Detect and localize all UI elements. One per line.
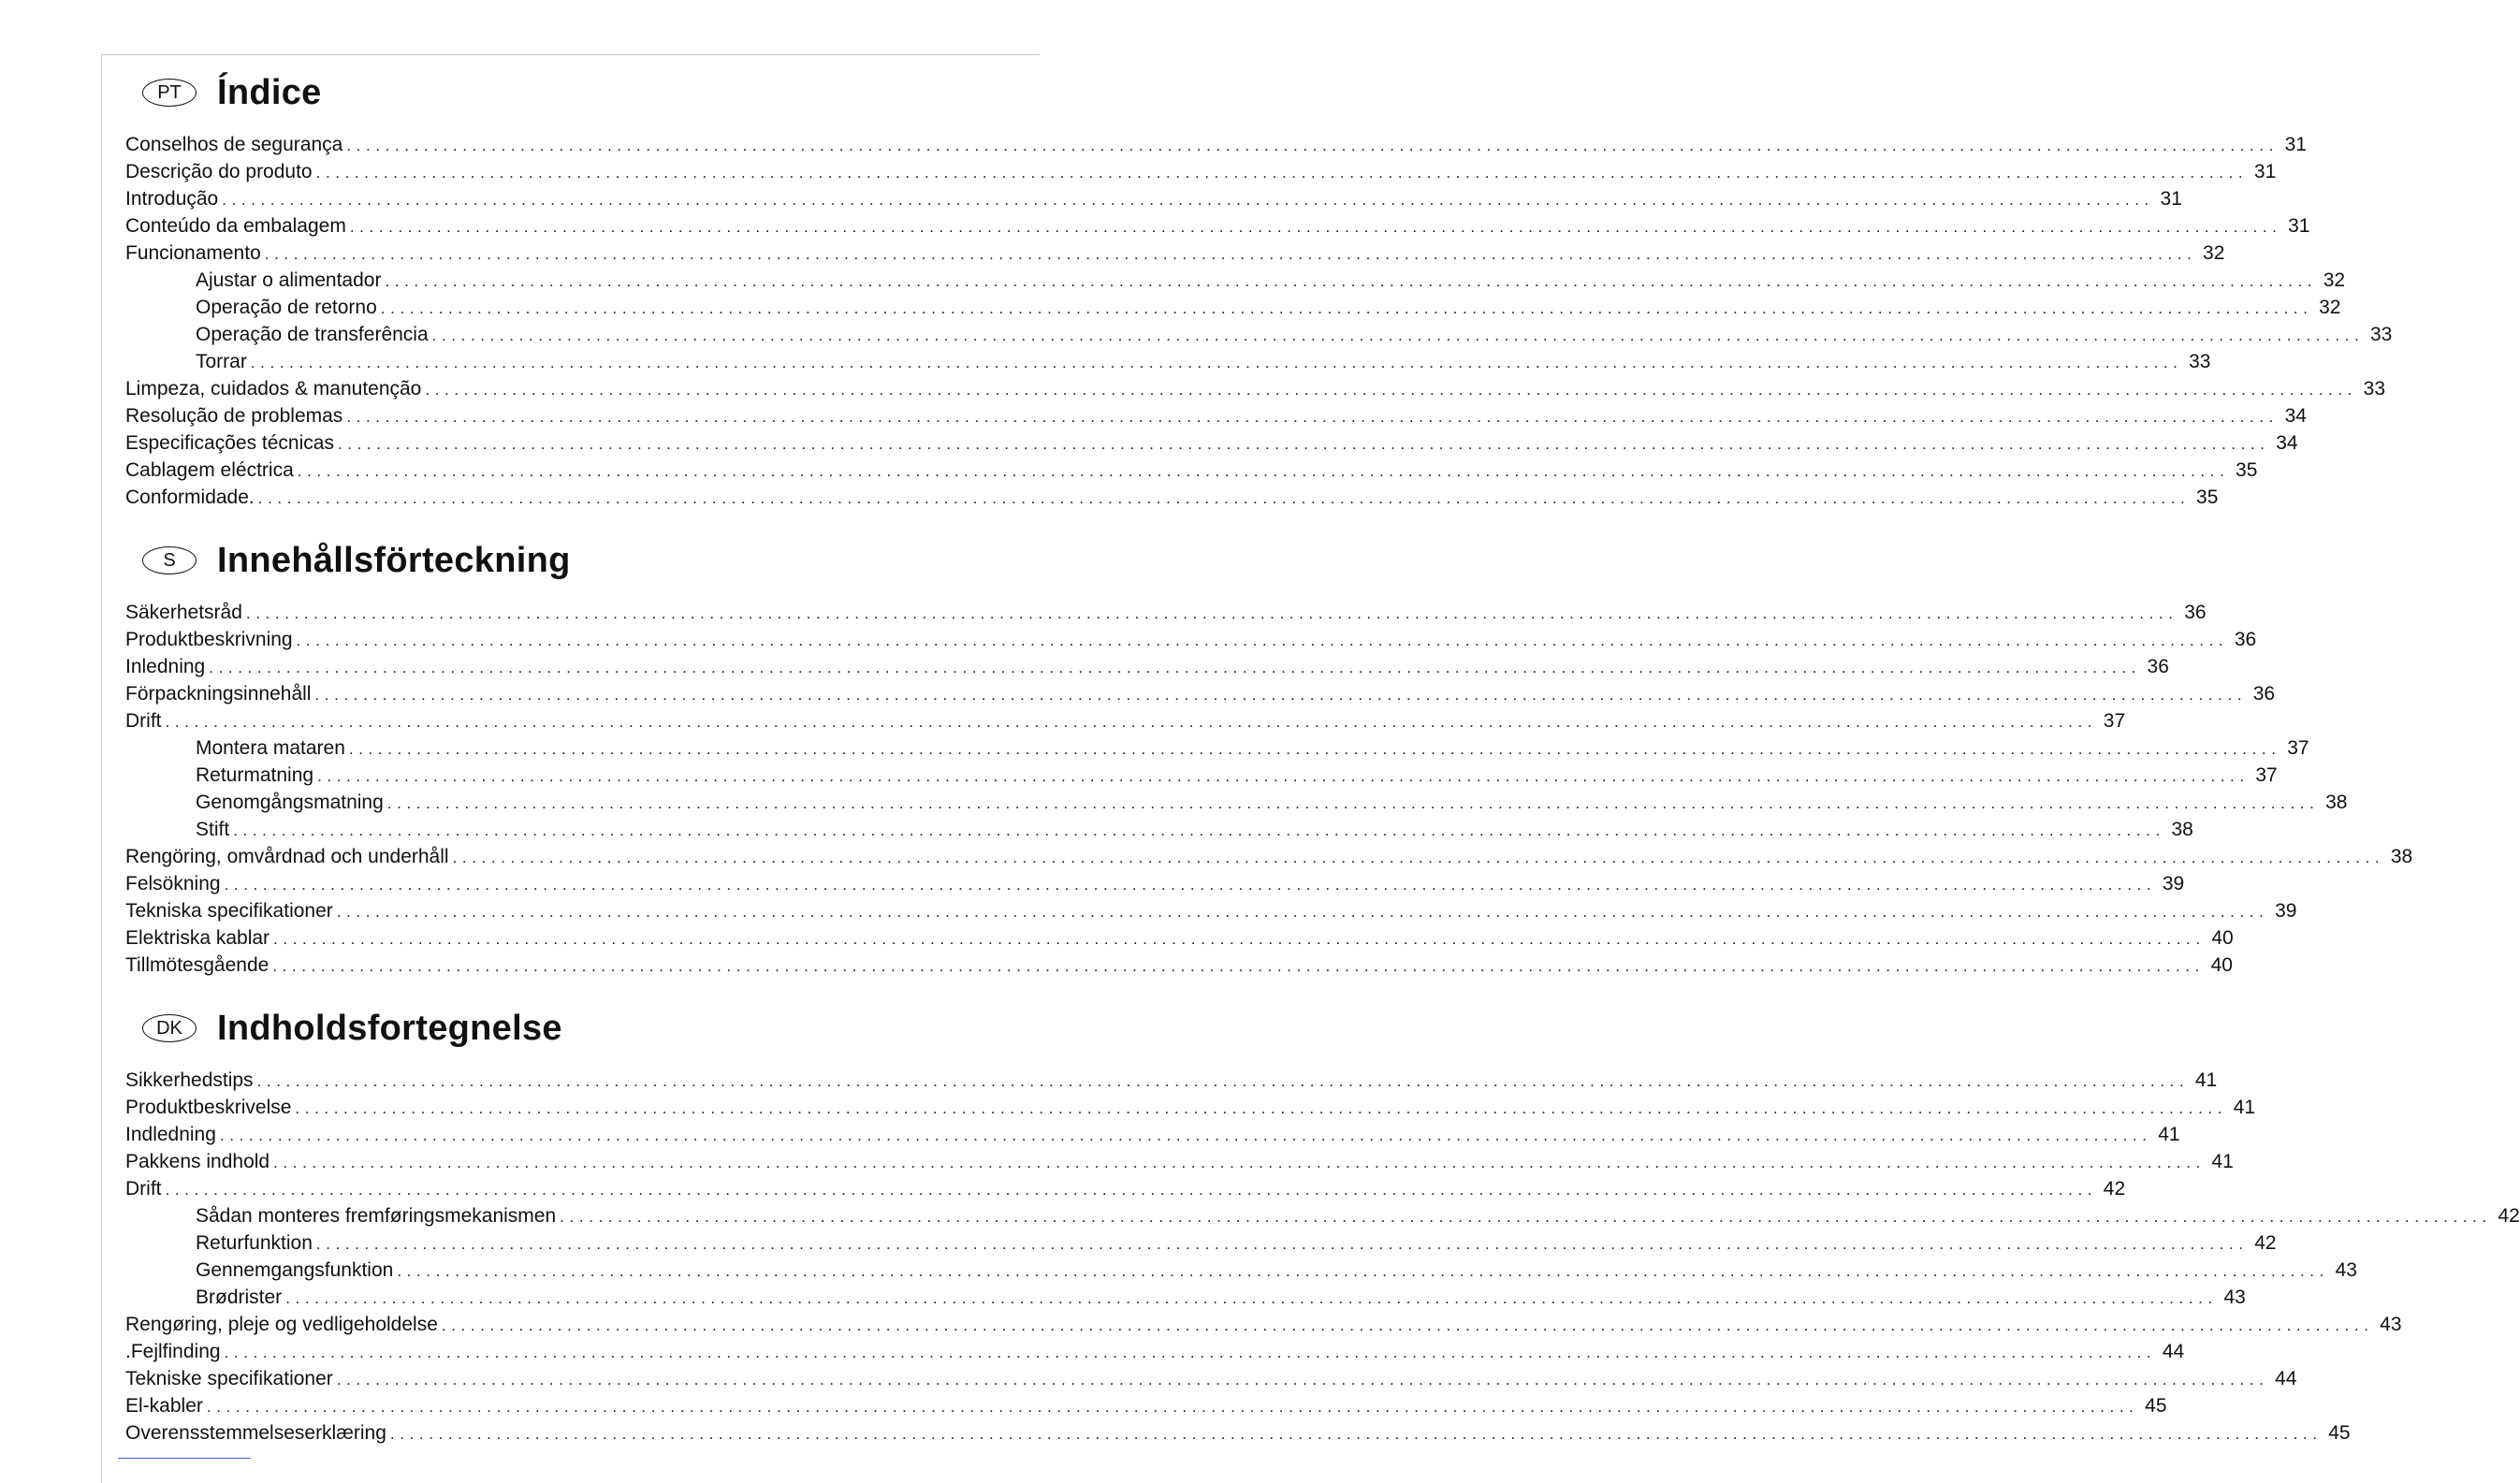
toc-entry-page: 42 <box>2498 1205 2520 1227</box>
toc-entry-page: 31 <box>2288 215 2310 237</box>
toc-dot-leader: ........................................................................................................................................................................................................ <box>336 1371 2269 1388</box>
toc-dot-leader: ........................................................................................................................................................................................................ <box>385 272 2318 290</box>
toc-entry[interactable] <box>125 1255 2357 1282</box>
toc-entry-label: Brødrister <box>196 1287 283 1308</box>
page-top-border <box>101 54 1040 55</box>
toc-entry-label: Gennemgangsfunktion <box>196 1259 394 1281</box>
toc-dot-leader: ........................................................................................................................................................................................................ <box>560 1208 2492 1226</box>
toc-entry[interactable] <box>125 1418 2351 1445</box>
toc-dot-leader: ........................................................................................................................................................................................................ <box>349 218 2282 236</box>
toc-entry[interactable] <box>125 814 2193 841</box>
toc-dot-leader: ........................................................................................................................................................................................................ <box>346 408 2279 426</box>
toc-entry[interactable] <box>125 1390 2167 1418</box>
toc-entry[interactable] <box>125 1282 2246 1309</box>
toc-entry[interactable] <box>125 346 2211 373</box>
toc-entry-label: Felsökning <box>125 873 221 894</box>
toc-list <box>125 1065 2520 1445</box>
toc-dot-leader: ........................................................................................................................................................................................................ <box>219 1127 2152 1144</box>
toc-entry[interactable] <box>125 1173 2126 1200</box>
toc-entry[interactable] <box>125 868 2185 895</box>
toc-dot-leader: ........................................................................................................................................................................................................ <box>336 903 2269 921</box>
toc-entry-page: 40 <box>2210 954 2233 976</box>
toc-entry-label: Torrar <box>196 351 247 372</box>
toc-entry-label: Tekniske specifikationer <box>125 1368 333 1389</box>
toc-section-pt <box>125 65 2393 509</box>
toc-entry[interactable] <box>125 455 2258 482</box>
toc-entry-label: Förpackningsinnehåll <box>125 683 312 705</box>
toc-dot-leader: ........................................................................................................................................................................................................ <box>273 930 2206 948</box>
toc-entry-page: 39 <box>2162 873 2185 894</box>
toc-dot-leader: ........................................................................................................................................................................................................ <box>273 1154 2206 1171</box>
toc-entry[interactable] <box>125 624 2257 651</box>
toc-entry-page: 36 <box>2252 683 2276 705</box>
toc-entry-label: Conformidade. <box>125 487 255 508</box>
toc-dot-leader: ........................................................................................................................................................................................................ <box>250 354 2183 371</box>
language-badge-icon: PT <box>142 79 197 107</box>
toc-entry[interactable] <box>125 923 2234 950</box>
toc-dot-leader: ........................................................................................................................................................................................................ <box>224 1344 2157 1361</box>
toc-dot-leader: ........................................................................................................................................................................................................ <box>165 1181 2098 1199</box>
toc-entry-page: 32 <box>2319 297 2341 318</box>
toc-entry[interactable] <box>125 319 2393 346</box>
toc-dot-leader: ........................................................................................................................................................................................................ <box>209 659 2141 676</box>
toc-entry-label: Funcionamento <box>125 242 261 264</box>
toc-entry-page: 38 <box>2390 846 2413 867</box>
toc-entry-page: 42 <box>2254 1232 2277 1254</box>
toc-entry[interactable] <box>125 428 2298 455</box>
toc-entry-page: 38 <box>2325 792 2348 813</box>
toc-entry-label: Elektriska kablar <box>125 927 270 949</box>
toc-entry-page: 31 <box>2160 188 2182 210</box>
toc-entry-page: 44 <box>2162 1341 2185 1362</box>
toc-entry[interactable] <box>125 950 2233 977</box>
toc-entry-page: 33 <box>2363 378 2386 400</box>
toc-dot-leader: ........................................................................................................................................................................................................ <box>315 164 2249 182</box>
toc-dot-leader: ........................................................................................................................................................................................................ <box>165 713 2098 731</box>
toc-entry[interactable] <box>125 841 2413 868</box>
toc-entry-page: 41 <box>2233 1097 2256 1118</box>
toc-entry-page: 36 <box>2234 629 2257 650</box>
toc-entry[interactable] <box>125 1146 2234 1173</box>
toc-entry-page: 37 <box>2255 764 2278 786</box>
toc-entry-label: Especificações técnicas <box>125 432 334 454</box>
toc-entry-label: .Fejlfinding <box>125 1341 221 1362</box>
toc-entry-page: 45 <box>2328 1422 2351 1444</box>
toc-entry-page: 35 <box>2236 459 2258 481</box>
toc-entry[interactable] <box>125 760 2278 787</box>
toc-dot-leader: ........................................................................................................................................................................................................ <box>272 957 2205 975</box>
toc-entry-label: Tillmötesgående <box>125 954 269 976</box>
toc-entry-label: Produktbeskrivelse <box>125 1097 292 1118</box>
toc-entry-label: Inledning <box>125 656 206 677</box>
toc-entry[interactable] <box>125 1309 2402 1336</box>
toc-dot-leader: ........................................................................................................................................................................................................ <box>431 327 2365 344</box>
toc-entry-page: 31 <box>2253 161 2277 182</box>
toc-entry[interactable] <box>125 705 2126 733</box>
toc-dot-leader: ........................................................................................................................................................................................................ <box>314 686 2248 704</box>
toc-entry[interactable] <box>125 400 2307 428</box>
toc-dot-leader: ........................................................................................................................................................................................................ <box>386 794 2320 812</box>
toc-dot-leader: ........................................................................................................................................................................................................ <box>233 821 2165 839</box>
toc-entry-label: Cablagem eléctrica <box>125 459 294 481</box>
toc-entry-label: Operação de retorno <box>196 297 377 318</box>
toc-dot-leader: ........................................................................................................................................................................................................ <box>206 1398 2139 1416</box>
toc-entry-label: Descrição do produto <box>125 161 313 182</box>
toc-section-s <box>125 533 2413 977</box>
toc-dot-leader: ........................................................................................................................................................................................................ <box>222 191 2154 209</box>
toc-entry[interactable] <box>125 1119 2180 1146</box>
toc-entry-label: Sikkerhedstips <box>125 1069 254 1091</box>
toc-dot-leader: ........................................................................................................................................................................................................ <box>380 299 2313 317</box>
toc-dot-leader: ........................................................................................................................................................................................................ <box>315 1235 2249 1253</box>
toc-dot-leader: ........................................................................................................................................................................................................ <box>389 1425 2323 1443</box>
toc-dot-leader: ........................................................................................................................................................................................................ <box>295 1099 2228 1117</box>
toc-entry-page: 32 <box>2323 269 2346 291</box>
toc-dot-leader: ........................................................................................................................................................................................................ <box>296 632 2229 649</box>
toc-entry[interactable] <box>125 1228 2277 1255</box>
toc-entry-page: 38 <box>2171 819 2193 840</box>
toc-entry-label: Rengöring, omvårdnad och underhåll <box>125 846 449 867</box>
toc-entry-label: Rengøring, pleje og vedligeholdelse <box>125 1314 438 1335</box>
toc-entry[interactable] <box>125 678 2276 705</box>
toc-dot-leader: ........................................................................................................................................................................................................ <box>346 137 2279 154</box>
toc-entry-label: Conselhos de segurança <box>125 134 343 155</box>
toc-entry[interactable] <box>125 238 2225 265</box>
toc-entry-page: 37 <box>2287 737 2309 759</box>
toc-entry-page: 36 <box>2147 656 2169 677</box>
toc-entry-label: Drift <box>125 1178 162 1199</box>
toc-entry-label: Ajustar o alimentador <box>196 269 382 291</box>
section-header <box>142 65 983 120</box>
section-title: Índice <box>217 72 322 112</box>
toc-entry[interactable] <box>125 1336 2185 1363</box>
section-title: Indholdsfortegnelse <box>217 1008 562 1048</box>
toc-entry-label: Returmatning <box>196 764 314 786</box>
toc-entry-page: 41 <box>2194 1069 2218 1091</box>
toc-dot-leader: ........................................................................................................................................................................................................ <box>337 435 2270 453</box>
toc-entry-label: Drift <box>125 710 162 732</box>
toc-dot-leader: ........................................................................................................................................................................................................ <box>317 767 2250 785</box>
toc-entry-label: El-kabler <box>125 1395 203 1417</box>
toc-entry-page: 41 <box>2211 1151 2234 1172</box>
toc-entry-page: 43 <box>2335 1259 2357 1281</box>
toc-document <box>125 65 2520 1445</box>
toc-entry[interactable] <box>125 895 2297 923</box>
toc-dot-leader: ........................................................................................................................................................................................................ <box>348 740 2281 758</box>
toc-entry-label: Limpeza, cuidados & manutenção <box>125 378 422 400</box>
toc-dot-leader: ........................................................................................................................................................................................................ <box>397 1262 2329 1280</box>
toc-list <box>125 129 2393 509</box>
toc-entry[interactable] <box>125 265 2346 292</box>
toc-entry-page: 34 <box>2276 432 2298 454</box>
toc-entry[interactable] <box>125 1363 2297 1390</box>
toc-entry[interactable] <box>125 597 2207 624</box>
toc-entry[interactable] <box>125 129 2307 156</box>
toc-entry-label: Overensstemmelseserklæring <box>125 1422 386 1444</box>
toc-dot-leader: ........................................................................................................................................................................................................ <box>257 489 2191 507</box>
toc-entry[interactable] <box>125 1065 2218 1092</box>
toc-entry-label: Genomgångsmatning <box>196 792 384 813</box>
toc-entry-page: 31 <box>2284 134 2307 155</box>
toc-dot-leader: ........................................................................................................................................................................................................ <box>264 245 2197 263</box>
toc-entry-page: 40 <box>2211 927 2234 949</box>
toc-entry-label: Returfunktion <box>196 1232 313 1254</box>
toc-dot-leader: ........................................................................................................................................................................................................ <box>297 462 2230 480</box>
toc-dot-leader: ........................................................................................................................................................................................................ <box>441 1316 2374 1334</box>
page-left-border <box>101 54 102 1483</box>
toc-entry[interactable] <box>125 211 2310 238</box>
toc-entry-page: 39 <box>2275 900 2297 922</box>
toc-entry-page: 41 <box>2158 1124 2180 1145</box>
toc-dot-leader: ........................................................................................................................................................................................................ <box>452 849 2385 866</box>
toc-entry-page: 37 <box>2103 710 2126 732</box>
toc-entry-label: Pakkens indhold <box>125 1151 270 1172</box>
toc-entry[interactable] <box>125 292 2341 319</box>
toc-entry-page: 36 <box>2184 602 2207 623</box>
toc-entry[interactable] <box>125 787 2348 814</box>
toc-dot-leader: ........................................................................................................................................................................................................ <box>245 604 2178 622</box>
toc-dot-leader: ........................................................................................................................................................................................................ <box>224 876 2157 894</box>
toc-entry[interactable] <box>125 651 2169 678</box>
toc-entry[interactable] <box>125 482 2219 509</box>
toc-entry[interactable] <box>125 373 2386 400</box>
toc-entry-label: Resolução de problemas <box>125 405 343 427</box>
toc-entry-label: Säkerhetsråd <box>125 602 242 623</box>
toc-section-dk <box>125 1001 2520 1445</box>
toc-entry-page: 33 <box>2189 351 2211 372</box>
section-title: Innehållsförteckning <box>217 540 571 580</box>
toc-dot-leader: ........................................................................................................................................................................................................ <box>256 1072 2190 1090</box>
toc-entry-label: Indledning <box>125 1124 216 1145</box>
toc-entry-page: 43 <box>2223 1287 2246 1308</box>
toc-entry-label: Sådan monteres fremføringsmekanismen <box>196 1205 557 1227</box>
language-badge-icon: S <box>142 546 197 574</box>
toc-entry-page: 34 <box>2284 405 2307 427</box>
toc-entry-page: 43 <box>2380 1314 2402 1335</box>
toc-entry-page: 35 <box>2196 487 2219 508</box>
toc-entry-page: 44 <box>2275 1368 2297 1389</box>
toc-entry-page: 45 <box>2145 1395 2167 1417</box>
toc-entry-label: Stift <box>196 819 230 840</box>
toc-entry-page: 32 <box>2203 242 2225 264</box>
toc-entry-page: 33 <box>2369 324 2393 345</box>
section-header <box>142 1001 983 1055</box>
toc-entry-label: Operação de transferência <box>196 324 429 345</box>
toc-entry-label: Introdução <box>125 188 219 210</box>
toc-entry[interactable] <box>125 733 2309 760</box>
toc-dot-leader: ........................................................................................................................................................................................................ <box>425 381 2358 399</box>
toc-entry[interactable] <box>125 1092 2256 1119</box>
toc-entry-label: Produktbeskrivning <box>125 629 293 650</box>
toc-entry-label: Montera mataren <box>196 737 345 759</box>
toc-entry-label: Conteúdo da embalagem <box>125 215 346 237</box>
toc-entry-label: Tekniska specifikationer <box>125 900 333 922</box>
toc-dot-leader: ........................................................................................................................................................................................................ <box>285 1289 2218 1307</box>
toc-entry[interactable] <box>125 156 2277 183</box>
toc-entry[interactable] <box>125 1200 2520 1228</box>
section-header <box>142 533 983 588</box>
language-badge-icon: DK <box>142 1014 197 1042</box>
toc-list <box>125 597 2413 977</box>
footer-rule <box>118 1458 251 1459</box>
toc-entry[interactable] <box>125 183 2182 211</box>
toc-entry-page: 42 <box>2103 1178 2126 1199</box>
